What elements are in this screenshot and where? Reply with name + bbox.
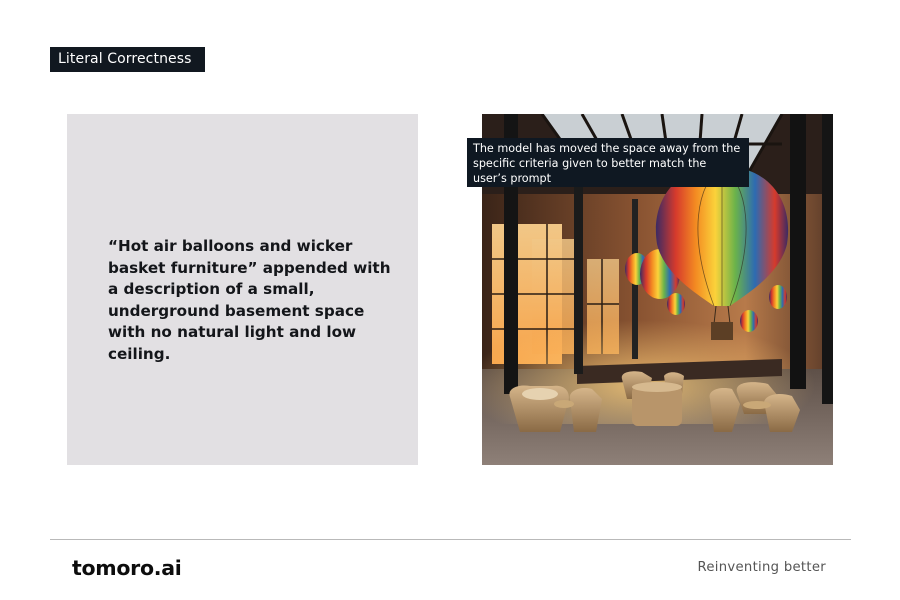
prompt-panel [67, 114, 418, 465]
image-caption: The model has moved the space away from the specific criteria given to better match the user’s prompt [467, 138, 749, 187]
company-logo: tomoro.ai [72, 556, 182, 580]
footer-divider [50, 539, 851, 540]
prompt-quote: “Hot air balloons and wicker basket furniture” appended with a description of a small, underground basement space with no natural light and low ceiling. [108, 237, 391, 363]
section-label: Literal Correctness [50, 47, 205, 72]
footer-tagline: Reinventing better [697, 560, 826, 575]
